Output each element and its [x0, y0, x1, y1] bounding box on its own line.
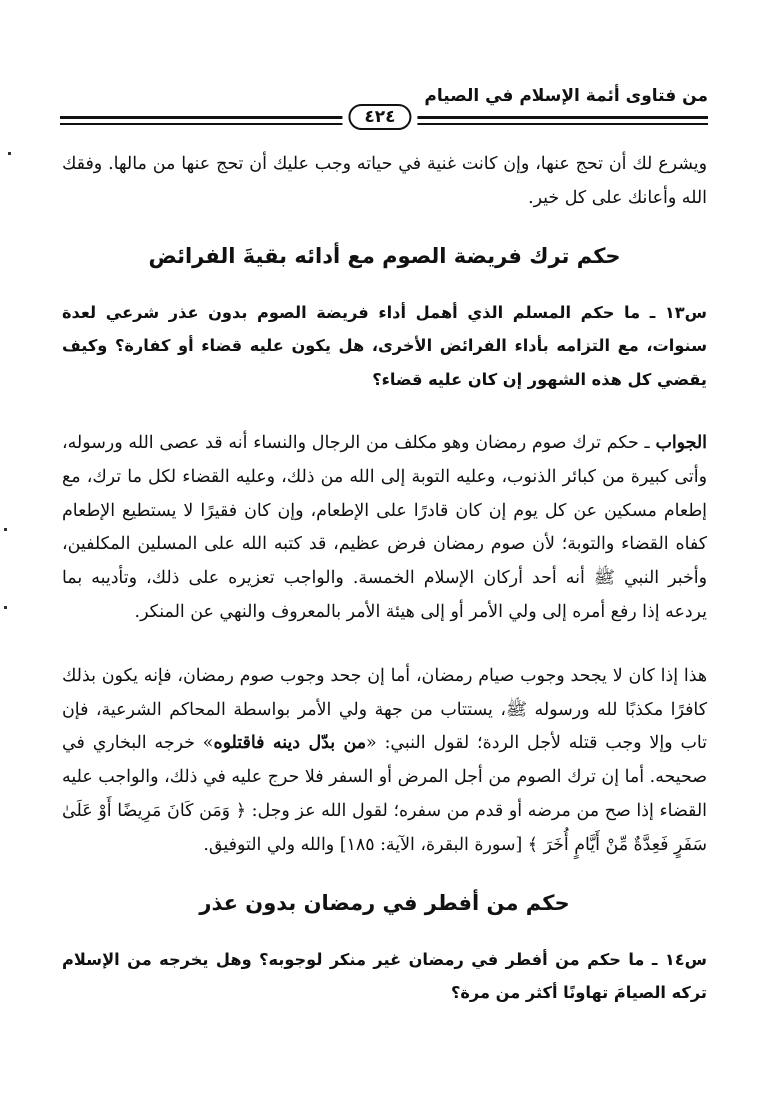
section-heading-1: حكم ترك فريضة الصوم مع أدائه بقيةَ الفرائض — [148, 243, 621, 268]
intro-paragraph: ويشرع لك أن تحج عنها، وإن كانت غنية في حياته وجب عليك أن تحج عنها من مالها. وفقك الله وأعانك على كل خير. — [62, 154, 707, 208]
paragraph-2-part-a: هذا إذا كان لا يجحد وجوب صيام رمضان، أما إن جحد وجوب صوم رمضان، فإنه يكون بذلك كافرًا مكذبًا لله ورسوله ﷺ، يستتاب من جهة ولي الأمر بواسطة المحاكم الشرعية، فإن تاب وإلا وجب قتله لأجل الردة؛ لقول النبي: « — [62, 665, 707, 754]
scan-mark — [4, 528, 7, 531]
answer-label: الجواب — [655, 432, 707, 453]
hadith-quote: من بدّل دينه فاقتلوه — [213, 733, 367, 754]
page-number: ٤٢٤ — [348, 104, 411, 130]
answer-13 — [62, 427, 707, 630]
page-number-badge — [342, 104, 417, 130]
question-14: س١٤ ـ ما حكم من أفطر في رمضان غير منكر لوجوبه؟ وهل يخرجه من الإسلام تركه الصيامَ تهاونًا أكثر من مرة؟ — [62, 949, 707, 1003]
running-header-title: من فتاوى أئمة الإسلام في الصيام — [424, 86, 708, 106]
question-13: س١٣ ـ ما حكم المسلم الذي أهمل أداء فريضة الصوم بدون عذر شرعي لعدة سنوات، مع التزامه بأداء الفرائض الأخرى، هل يكون عليه قضاء أو كفارة؟ وكيف يقضي كل هذه الشهور إن كان عليه قضاء؟ — [62, 302, 707, 390]
page-body — [62, 148, 707, 1010]
section-heading-2: حكم من أفطر في رمضان بدون عذر — [199, 890, 570, 915]
paragraph-2-part-b: » خرجه البخاري في صحيحه. أما إن ترك الصوم من أجل المرض أو السفر فلا حرج عليه في ذلك، والواجب عليه القضاء إذا صح من مرضه أو قدم من سفره؛ لقول الله عز وجل: ﴿ — [62, 733, 707, 821]
quran-verse: وَمَن كَانَ مَرِيضًا أَوْ عَلَىٰ سَفَرٍ فَعِدَّةٌ مِّنْ أَيَّامٍ أُخَرَ — [62, 800, 707, 855]
paragraph-2 — [62, 660, 707, 863]
scan-mark — [8, 152, 11, 155]
scan-mark — [4, 606, 7, 609]
paragraph-2-part-c: ﴾ [سورة البقرة، الآية: ١٨٥] والله ولي التوفيق. — [203, 834, 544, 855]
answer-13-text: ـ حكم ترك صوم رمضان وهو مكلف من الرجال والنساء أنه قد عصى الله ورسوله، وأتى كبيرة من كبائر الذنوب، وعليه التوبة إلى الله من ذلك، وعليه القضاء لكل ما ترك، مع إطعام مسكين عن كل يوم إن كان قادرًا على الإطعام، وإن كان فقيرًا لا يستطيع الإطعام كفاه القضاء والتوبة؛ لأن صوم رمضان فرض عظيم، قد كتبه الله على المسلين المكلفين، وأخبر النبي ﷺ أنه أحد أركان الإسلام الخمسة. والواجب تعزيره على ذلك، وتأديبه بما يردعه إذا رفع أمره إلى ولي الأمر أو إلى هيئة الأمر بالمعروف والنهي عن المنكر. — [62, 432, 707, 622]
